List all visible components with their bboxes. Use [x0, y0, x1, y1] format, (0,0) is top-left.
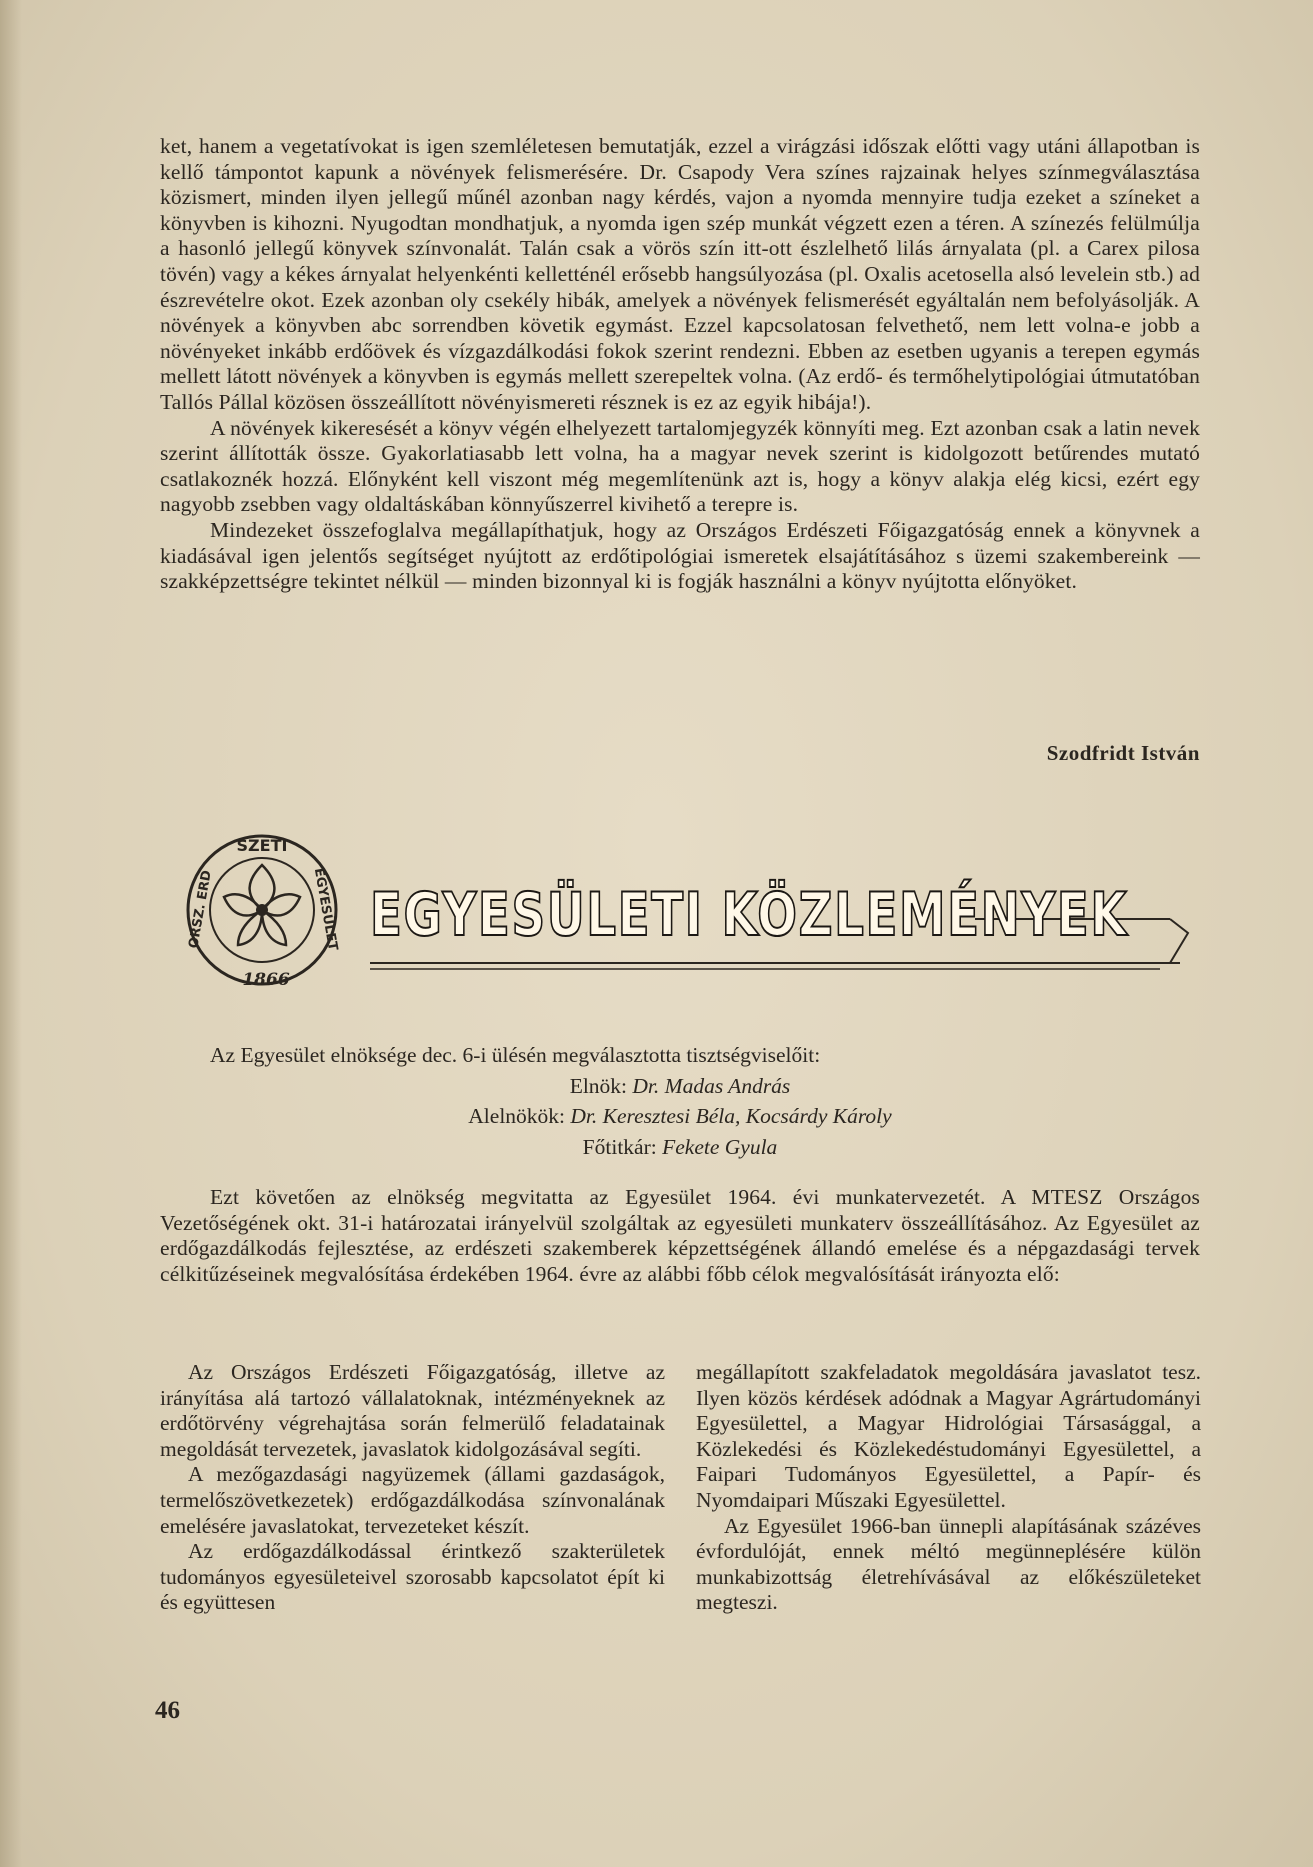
- society-seal-icon: [182, 825, 342, 1005]
- right-paragraph: Az Egyesület 1966-ban ünnepli alapításának százéves évfordulóját, ennek méltó megünneplésére külön munkabizottság életrehívásával az előkészületeket megteszi.: [696, 1513, 1201, 1615]
- seal-top-text: SZETI: [236, 836, 288, 855]
- president-name: Dr. Madas András: [632, 1073, 791, 1098]
- secretary-line: [160, 1132, 1200, 1163]
- review-text-block: [160, 134, 1200, 595]
- secretary-name: Fekete Gyula: [662, 1134, 778, 1159]
- work-plan-intro: [160, 1185, 1200, 1287]
- vice-presidents-line: [160, 1101, 1200, 1132]
- work-plan-paragraph: Ezt követően az elnökség megvitatta az Egyesület 1964. évi munkatervezetét. A MTESZ Országos Vezetőségének okt. 31-i határozatai irányelvül szolgáltak az egyesületi munkaterv összeállításához. Az Egyesület az erdőgazdálkodás fejlesztése, az erdészeti szakemberek képzettségének állandó emelése és a népgazdasági tervek célkitűzéseinek megvalósítása érdekében 1964. évre az alábbi főbb célok megvalósítását irányozta elő:: [160, 1185, 1200, 1286]
- left-paragraph: Az Országos Erdészeti Főigazgatóság, illetve az irányítása alá tartozó vállalatoknak, intézményeknek az erdőtörvény végrehajtása során felmerülő feladatainak megoldását tervezetek, javaslatok kidolgozásával segíti.: [160, 1360, 665, 1461]
- left-column: [160, 1360, 665, 1616]
- secretary-label: Főtitkár:: [582, 1134, 657, 1159]
- left-paragraph: Az erdőgazdálkodással érintkező szakterületek tudományos egyesületeivel szorosabb kapcsolatot épít ki és együttesen: [160, 1539, 665, 1615]
- review-paragraph: A növények kikeresését a könyv végén elhelyezett tartalomjegyzék könnyíti meg. Ezt azonban csak a latin nevek szerint állították össze. Gyakorlatiasabb lett volna, ha a magyar nevek szerint is kidolgozott betűrendes mutató csatlakoznék hozzá. Előnyként kell viszont még megemlítenünk azt is, hogy a könyv alakja elég kicsi, ezért egy nagyobb zsebben vagy oldaltáskában könnyűszerrel kivihető a terepre is.: [160, 415, 1200, 517]
- officers-block: [160, 1040, 1200, 1162]
- vice-label: Alelnökök:: [468, 1104, 566, 1128]
- left-paragraph: A mezőgazdasági nagyüzemek (állami gazdaságok, termelőszövetkezetek) erdőgazdálkodása színvonalának emelésére javaslatokat, tervezeteket készít.: [160, 1462, 665, 1538]
- seal-right-text: EGYESÜLET: [310, 866, 341, 952]
- vice-names: Dr. Keresztesi Béla, Kocsárdy Károly: [570, 1104, 892, 1128]
- section-heading-banner: [370, 880, 1200, 975]
- author-signature: Szodfridt István: [1046, 741, 1200, 765]
- review-paragraph: Mindezeket összefoglalva megállapíthatjuk, hogy az Országos Erdészeti Főigazgatóság ennek a könyvnek a kiadásával igen jelentős segítséget nyújtott az erdőtipológiai ismeretek elsajátításához s üzemi szakembereink — szakképzettségre tekintet nélkül — minden bizonnyal ki is fogják használni a könyv nyújtotta előnyöket.: [160, 517, 1200, 594]
- officers-intro: Az Egyesület elnöksége dec. 6-i ülésén megválasztotta tisztségviselőit:: [210, 1043, 821, 1067]
- review-paragraph: ket, hanem a vegetatívokat is igen szemléletesen bemutatják, ezzel a virágzási időszak előtti vagy utáni állapotban is kellő támpontot kapunk a növények felismerésére. Dr. Csapody Vera színes rajzainak helyes színmegválasztása közismert, minden ilyen jellegű műnél azonban nagy kérdés, vajon a nyomda mennyire tudja ezeket a színeket a könyvben is kihozni. Nyugodtan mondhatjuk, a nyomda igen szép munkát végzett ezen a téren. A színezés felülmúlja a hasonló jellegű könyvek színvonalát. Talán csak a vörös szín itt-ott észlelhető lilás árnyalata (pl. a Carex pilosa tövén) vagy a kékes árnyalat helyenkénti kelletténél erősebb hangsúlyozása (pl. Oxalis acetosella alsó levelein stb.) ad észrevételre okot. Ezek azonban oly csekély hibák, amelyek a növények felismerését egyáltalán nem befolyásolják. A növények a könyvben abc sorrendben követik egymást. Ezzel kapcsolatosan felvethető, nem lett volna-e jobb a növényeket inkább erdőövek és vízgazdálkodási fokok szerint rendezni. Ebben az esetben ugyanis a terepen egymás mellett látott növények a könyvben is egymás mellett szerepeltek volna. (Az erdő- és termőhelytipológiai útmutatóban Tallós Pállal közösen összeállított növényismereti résznek is ez az egyik hibája!).: [160, 134, 1200, 414]
- right-column: [696, 1360, 1201, 1616]
- page-spine-shadow: [0, 0, 22, 1867]
- section-heading: EGYESÜLETI KÖZLEMÉNYEK: [370, 880, 1129, 950]
- right-paragraph: megállapított szakfeladatok megoldására javaslatot tesz. Ilyen közös kérdések adódnak a Magyar Agrártudományi Egyesülettel, a Magyar Hidrológiai Társasággal, a Közlekedési és Közlekedéstudományi Egyesülettel, a Faipari Tudományos Egyesülettel, a Papír- és Nyomdaipari Műszaki Egyesülettel.: [696, 1360, 1201, 1512]
- president-line: [160, 1071, 1200, 1102]
- seal-year: 1866: [242, 970, 290, 990]
- seal-left-text: ORSZ. ERD: [186, 869, 215, 950]
- president-label: Elnök:: [569, 1073, 628, 1098]
- page-number: 46: [155, 1697, 180, 1724]
